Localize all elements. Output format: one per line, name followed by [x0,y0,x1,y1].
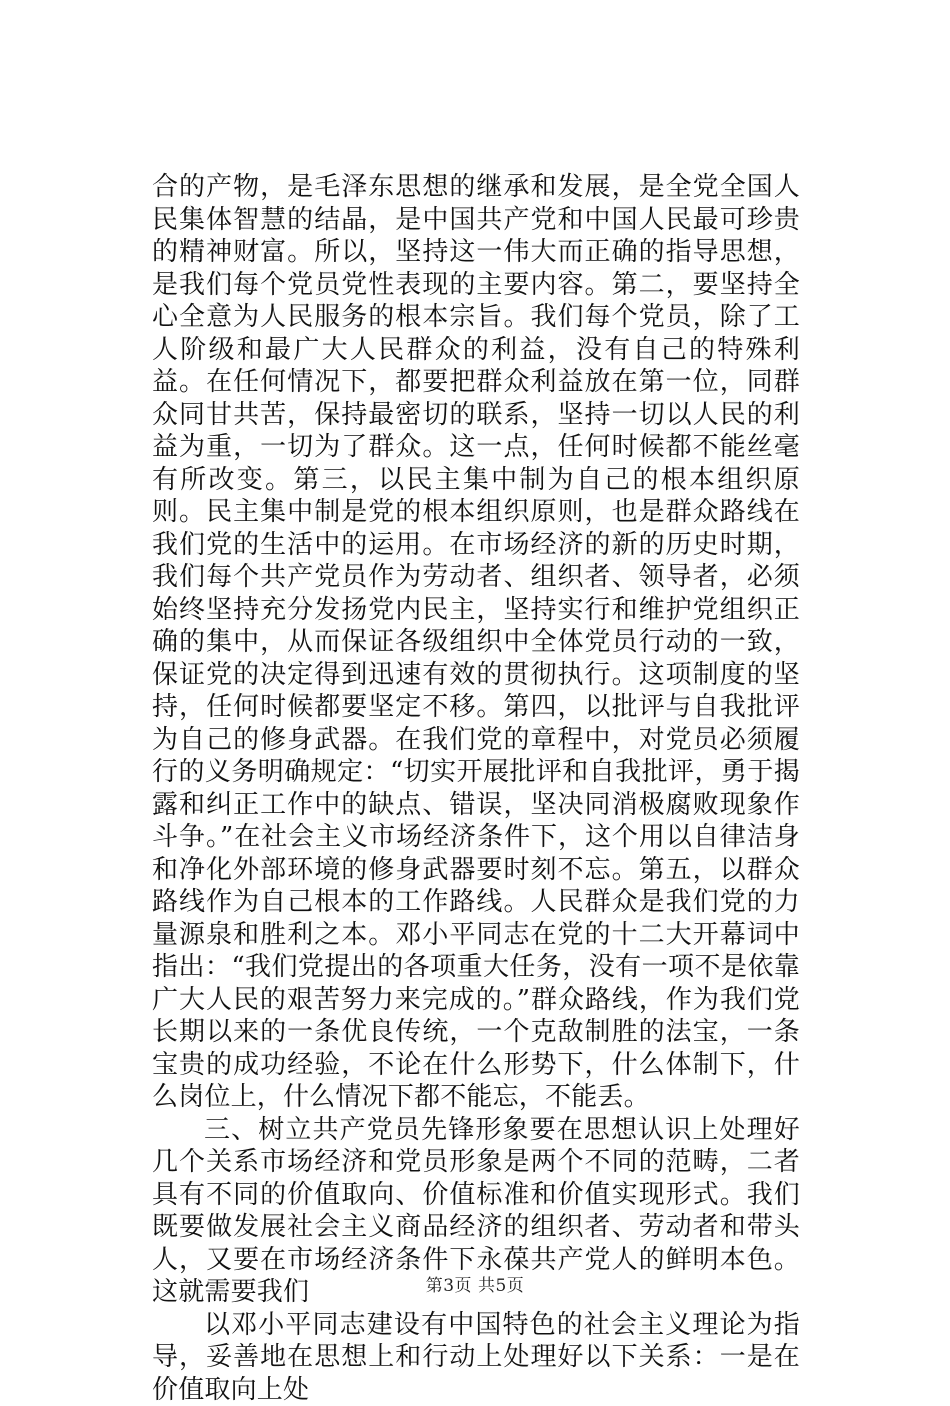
paragraph-section-three: 三、树立共产党员先锋形象要在思想认识上处理好几个关系市场经济和党员形象是两个不同的范畴，二者具有不同的价值取向、价值标准和价值实现形式。我们既要做发展社会主义商品经济的组织者、劳动者和带头人，又要在市场经济条件下永葆共产党人的鲜明本色。这就需要我们 [152,1114,800,1309]
paragraph-relations: 以邓小平同志建设有中国特色的社会主义理论为指导，妥善地在思想上和行动上处理好以下关系：一是在价值取向上处 [152,1309,800,1406]
document-body [152,171,800,1406]
paragraph-continued: 合的产物，是毛泽东思想的继承和发展，是全党全国人民集体智慧的结晶，是中国共产党和中国人民最可珍贵的精神财富。所以，坚持这一伟大而正确的指导思想，是我们每个党员党性表现的主要内容。第二，要坚持全心全意为人民服务的根本宗旨。我们每个党员，除了工人阶级和最广大人民群众的利益，没有自己的特殊利益。在任何情况下，都要把群众利益放在第一位，同群众同甘共苦，保持最密切的联系，坚持一切以人民的利益为重，一切为了群众。这一点，任何时候都不能丝毫有所改变。第三，以民主集中制为自己的根本组织原则。民主集中制是党的根本组织原则，也是群众路线在我们党的生活中的运用。在市场经济的新的历史时期，我们每个共产党员作为劳动者、组织者、领导者，必须始终坚持充分发扬党内民主，坚持实行和维护党组织正确的集中，从而保证各级组织中全体党员行动的一致，保证党的决定得到迅速有效的贯彻执行。这项制度的坚持，任何时候都要坚定不移。第四，以批评与自我批评为自己的修身武器。在我们党的章程中，对党员必须履行的义务明确规定：“切实开展批评和自我批评，勇于揭露和纠正工作中的缺点、错误，坚决同消极腐败现象作斗争。”在社会主义市场经济条件下，这个用以自律洁身和净化外部环境的修身武器要时刻不忘。第五，以群众路线作为自己根本的工作路线。人民群众是我们党的力量源泉和胜利之本。邓小平同志在党的十二大开幕词中指出：“我们党提出的各项重大任务，没有一项不是依靠广大人民的艰苦努力来完成的。”群众路线，作为我们党长期以来的一条优良传统，一个克敌制胜的法宝，一条宝贵的成功经验，不论在什么形势下，什么体制下，什么岗位上，什么情况下都不能忘，不能丢。 [152,171,800,1114]
page-footer: 第3页 共5页 [0,1276,950,1296]
